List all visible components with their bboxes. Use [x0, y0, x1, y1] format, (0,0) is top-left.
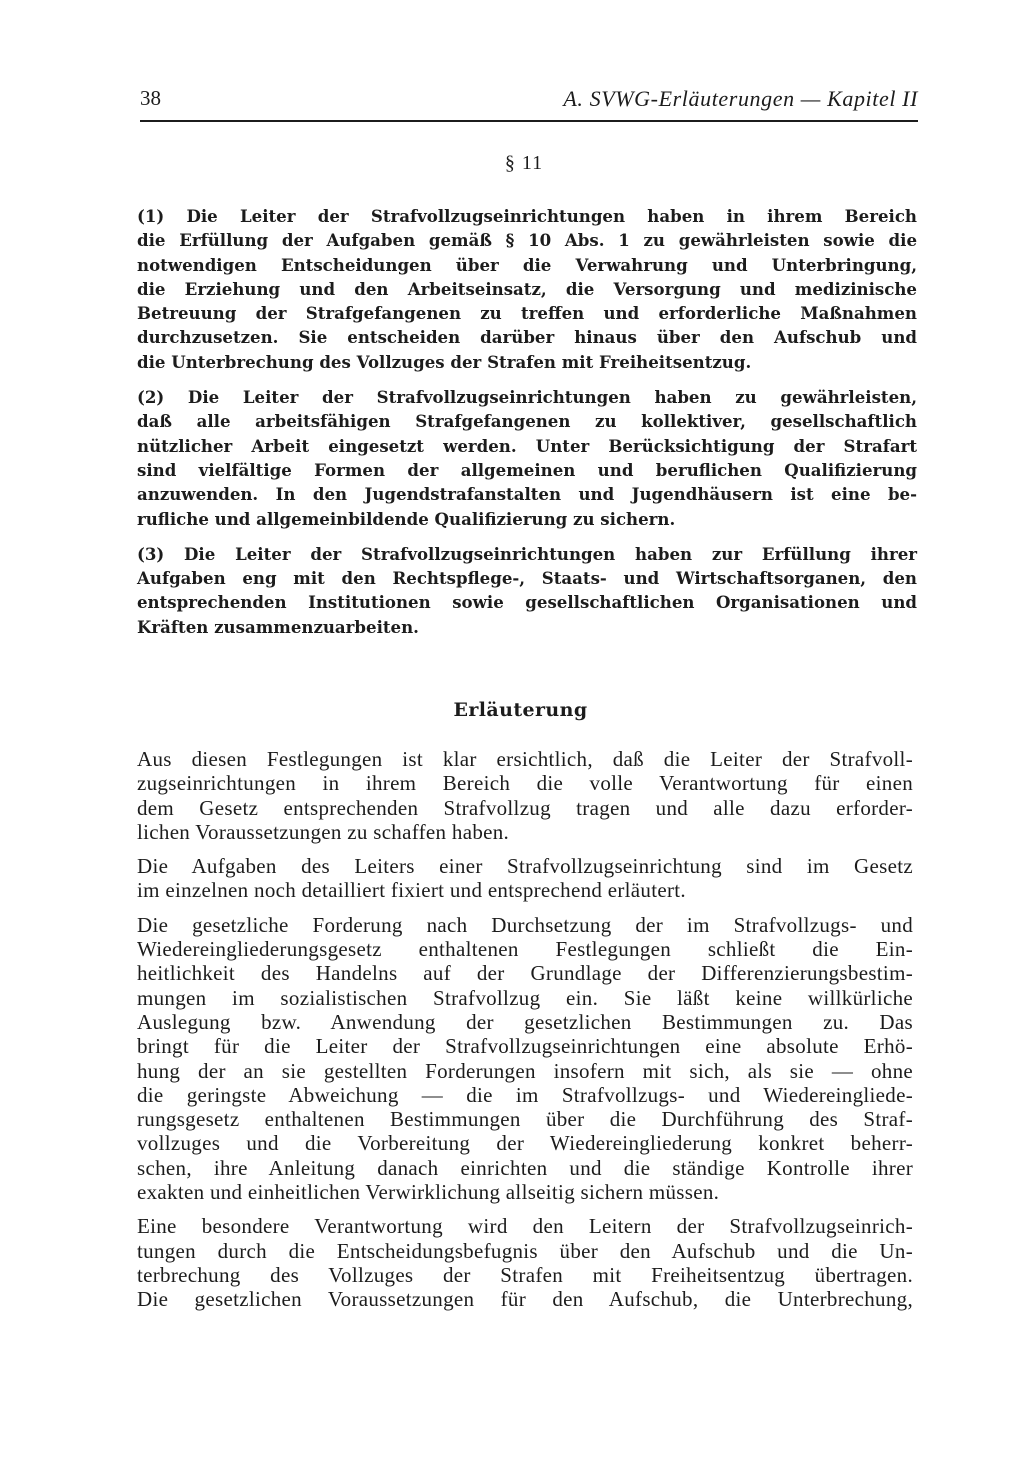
text-line: die geringste Abweichung — die im Strafvollzugs- und Wiedereingliede-	[137, 1082, 913, 1107]
paragraph	[137, 1214, 913, 1311]
text-line: im einzelnen noch detailliert fixiert und entsprechend erläutert.	[137, 878, 686, 903]
text-line: tungen durch die Entscheidungsbefugnis über den Aufschub und die Un-	[137, 1238, 913, 1263]
text-line: anzuwenden. In den Jugendstrafanstalten und Jugendhäusern ist eine be-	[137, 484, 917, 505]
text-line: Aufgaben eng mit den Rechtspflege-, Staats- und Wirtschaftsorganen, den	[137, 568, 917, 589]
paragraph	[137, 204, 917, 374]
text-line: (1) Die Leiter der Strafvollzugseinrichtungen haben in ihrem Bereich	[137, 206, 917, 226]
text-line: hung der an sie gestellten Forderungen insofern mit sich, als sie — ohne	[137, 1058, 913, 1083]
text-line: Kräften zusammenzuarbeiten.	[137, 616, 419, 637]
text-line: vollzuges und die Vorbereitung der Wiedereingliederung konkret beherr-	[137, 1131, 913, 1156]
page-number: 38	[140, 86, 161, 110]
text-line: rungsgesetz enthaltenen Bestimmungen über die Durchführung des Straf-	[137, 1107, 913, 1132]
text-line: Aus diesen Festlegungen ist klar ersichtlich, daß die Leiter der Strafvoll-	[137, 747, 913, 771]
text-line: notwendigen Entscheidungen über die Verwahrung und Unterbringung,	[137, 254, 917, 275]
text-line: schen, ihre Anleitung danach einrichten und die ständige Kontrolle ihrer	[137, 1155, 913, 1180]
text-line: nützlicher Arbeit eingesetzt werden. Unter Berücksichtigung der Strafart	[137, 435, 917, 456]
text-line: rufliche und allgemeinbildende Qualifizierung zu sichern.	[137, 508, 676, 529]
text-line: Die gesetzlichen Voraussetzungen für den Aufschub, die Unterbrechung,	[137, 1287, 913, 1312]
text-line: dem Gesetz entsprechenden Strafvollzug tragen und alle dazu erforder-	[137, 795, 913, 820]
text-line: Wiedereingliederungsgesetz enthaltenen Festlegungen schließt die Ein-	[137, 937, 913, 962]
law-text	[137, 204, 917, 650]
text-line: durchzusetzen. Sie entscheiden darüber hinaus über den Aufschub und	[137, 327, 917, 348]
text-line: lichen Voraussetzungen zu schaffen haben.	[137, 819, 510, 844]
paragraph	[137, 854, 913, 903]
section-mark: § 11	[504, 152, 544, 174]
text-line: Betreuung der Strafgefangenen zu treffen und erforderliche Maßnahmen	[137, 303, 917, 324]
header-rule	[140, 120, 918, 122]
text-line: Auslegung bzw. Anwendung der gesetzlichen Bestimmungen zu. Das	[137, 1009, 913, 1034]
text-line: heitlichkeit des Handelns auf der Grundlage der Differenzierungsbestim-	[137, 961, 913, 986]
paragraph	[137, 385, 917, 531]
text-line: Die Aufgaben des Leiters einer Strafvollzugseinrichtung sind im Gesetz	[137, 854, 913, 879]
running-title: A. SVWG-Erläuterungen — Kapitel II	[563, 86, 918, 111]
paragraph	[137, 913, 913, 1205]
text-line: (3) Die Leiter der Strafvollzugseinrichtungen haben zur Erfüllung ihrer	[137, 543, 917, 564]
paragraph	[137, 542, 917, 639]
text-line: mungen im sozialistischen Strafvollzug ein. Sie läßt keine willkürliche	[137, 985, 913, 1010]
text-line: die Erziehung und den Arbeitseinsatz, die Versorgung und medizinische	[137, 278, 917, 299]
commentary-heading: Erläuterung	[453, 699, 588, 721]
running-head	[140, 86, 918, 112]
paragraph	[137, 747, 913, 844]
text-line: bringt für die Leiter der Strafvollzugseinrichtungen eine absolute Erhö-	[137, 1034, 913, 1059]
text-line: daß alle arbeitsfähigen Strafgefangenen zu kollektiver, gesellschaftlich	[137, 411, 917, 432]
text-line: entsprechenden Institutionen sowie gesellschaftlichen Organisationen und	[137, 592, 917, 613]
text-line: exakten und einheitlichen Verwirklichung allseitig sichern müssen.	[137, 1180, 720, 1205]
text-line: die Unterbrechung des Vollzuges der Strafen mit Freiheitsentzug.	[137, 351, 752, 372]
text-line: die Erfüllung der Aufgaben gemäß § 10 Abs. 1 zu gewährleisten sowie die	[137, 230, 917, 251]
text-line: sind vielfältige Formen der allgemeinen und beruflichen Qualifizierung	[137, 459, 917, 480]
commentary-text	[137, 747, 913, 1322]
text-line: (2) Die Leiter der Strafvollzugseinrichtungen haben zu gewährleisten,	[137, 387, 917, 408]
text-line: zugseinrichtungen in ihrem Bereich die volle Verantwortung für einen	[137, 771, 913, 796]
text-line: Eine besondere Verantwortung wird den Leitern der Strafvollzugseinrich-	[137, 1214, 913, 1239]
text-line: terbrechung des Vollzuges der Strafen mit Freiheitsentzug übertragen.	[137, 1262, 913, 1287]
text-line: Die gesetzliche Forderung nach Durchsetzung der im Strafvollzugs- und	[137, 912, 913, 937]
